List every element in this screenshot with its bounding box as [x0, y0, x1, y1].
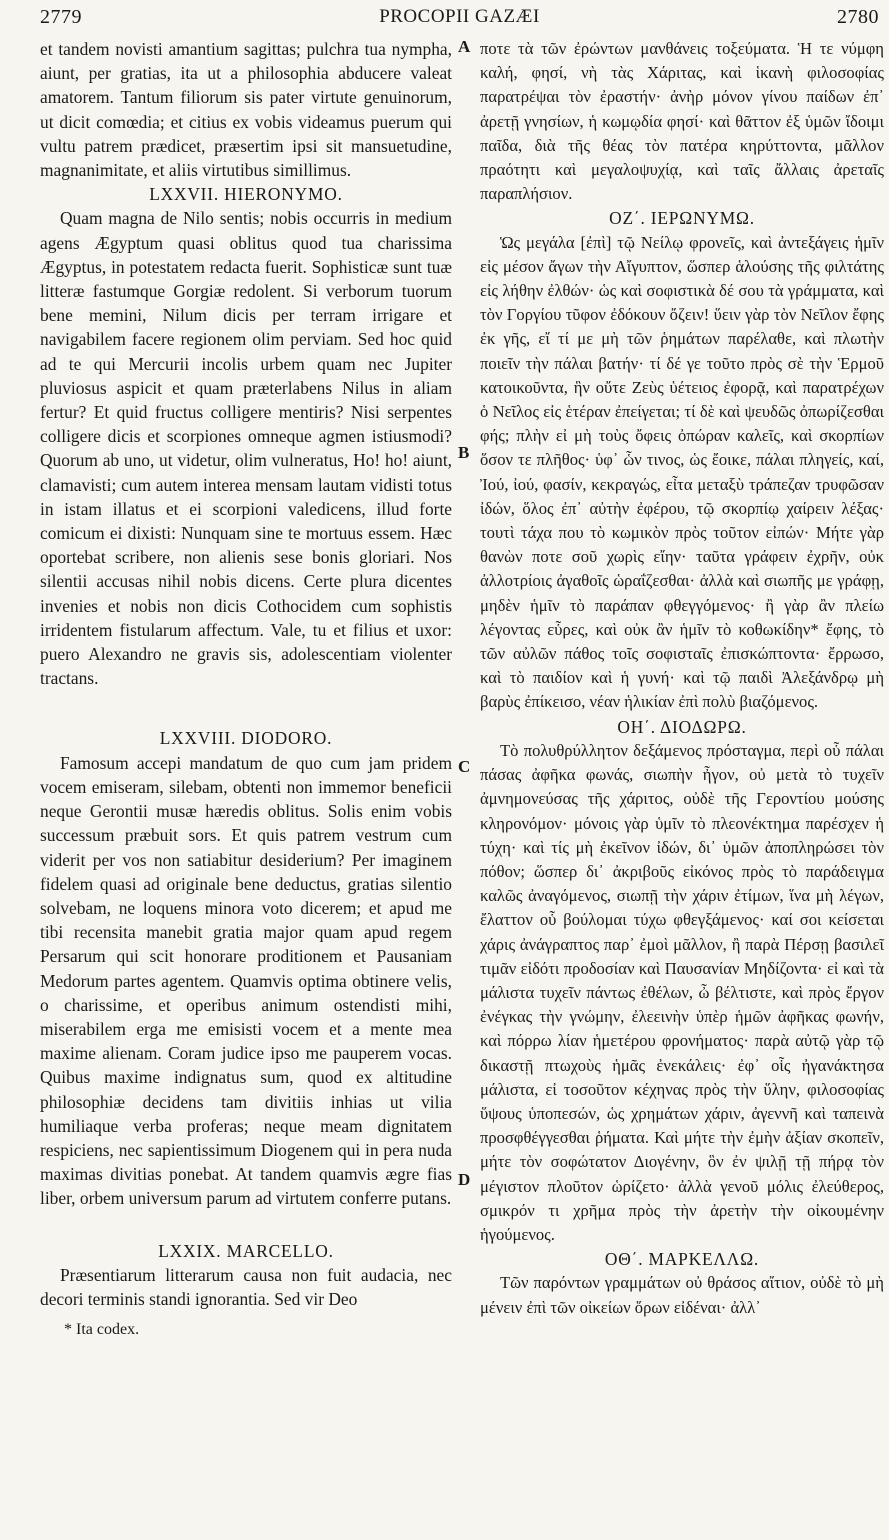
greek-column: [480, 37, 884, 1320]
latin-letter-77: Quam magna de Nilo sentis; nobis occurris in medium agens Ægyptum quasi oblitus quod tua charissima Ægyptus, in potestatem redacta fuerit. Sophisticæ sunt tuæ litteræ fastumque Gorgiæ redolent. Si verborum tuorum bene memini, Nilum dicis per terram irrigare et navigabilem facere regionem olim perviam. Sed hoc quid ad te qui Mercurii incolis urbem quam nec Jupiter pluviosus aspicit et quam præterlabens Nilus in aliam fertur? Et quid fructus colligere mentiris? Nisi serpentes colligere dicis et scorpiones omneque agmen istiusmodi? Quorum ab uno, ut videtur, olim vulneratus, Ho! ho! aiunt, clamavisti; cum autem interea mensam lautam vidisti totus in istam illatus et ei scorpioni valedicens, illud forte comicum ei dixisti: Nunquam sine te mortuus essem. Hæc oportebat scribere, non alienis sese bonis gloriari. Nos silentii accusas nihil nobis dicens. Certe plura dicentes invenies et nobis non dicis Cothocidem cum sophistis irridentem fistularum affectum. Vale, tu et filius et uxor: puero Alexandro ne gravis sis, adolescentiam violenter tractans.: [40, 208, 452, 689]
page-header: [40, 6, 879, 36]
latin-column: [40, 37, 452, 1339]
latin-heading-79: LXXIX. MARCELLO.: [158, 1240, 334, 1261]
page-number-left: 2779: [40, 6, 82, 28]
greek-letter-77: Ὡς μεγάλα [ἐπὶ] τῷ Νείλῳ φρονεῖς, καὶ ἀντεξάγεις ἡμῖν εἰς μέσον ἄγων τὴν Αἴγυπτον, ὥσπερ ἁλούσης τῆς φιλτάτης εἰς λήθην ἐλθών· ὡς καὶ σοφιστικὰ δέ σου τὰ γράμματα, καὶ τὸν Γοργίου τῦφον ἐδόκουν ὄζειν! ὕειν γὰρ τὸν Νεῖλον ἔφης ἐκ γῆς, εἴ τί με μὴ τῶν ῥημάτων παρέλαθε, καὶ πλωτὴν ποιεῖν τὴν πάλαι βατήν· τί δέ γε τοῦτο πρὸς σὲ τὴν Ἑρμοῦ κατοικοῦντα, ἣν οὔτε Ζεὺς ὑέτειος ἐφορᾷ, καὶ παρατρέχων ὁ Νεῖλος εἰς ἑτέραν ἐπείγεται; τί δὲ καὶ ψευδῶς ὀπωρίζεσθαι φής; πλὴν εἰ μὴ τοὺς ὄφεις ὀπώραν καλεῖς, καὶ σκορπίων ὅσον τε πλῆθος· ὑφ᾽ ὧν τινος, ὡς ἔοικε, πάλαι πληγείς, καί, Ἰού, ἰού, φασίν, κεκραγώς, εἶτα μεταξὺ τράπεζαν τρυφῶσαν ἰδών, ὅλος ἐπ᾽ αὐτὴν ἐφέρου, τῷ σκορπίῳ χαίρειν λέξας· τουτὶ τάχα που τὸ κωμικὸν πρὸς τοῦτον εἰπών· Μήτε γὰρ θανὼν ποτε σοῦ χωρὶς εἴην· ταῦτα γράφειν ἐχρῆν, οὐκ ἀλλοτρίοις ἀγαθοῖς ὡραΐζεσθαι· ἀλλὰ καὶ σιωπῆς με γράφῃ, μηδὲν ἡμῖν τὸ παράπαν φθεγγόμενος· ἢ γὰρ ἂν πλείω λέγοντας εὗρες, καὶ οὐκ ἂν ἡμῖν τὸ κοθωκίδην* ἔφης, τὸ τῶν αὐλῶν πάθος τοῖς σοφισταῖς ἐπισκώπτοντα· ἔρρωσο, καὶ τὸ παιδίον καὶ ἡ γυνή· καὶ τῷ παιδὶ Ἀλεξάνδρῳ μὴ βαρὺς ἐπίκεισο, νέαν ἡλικίαν ἐπὶ πολὺ βιαζόμενος.: [480, 232, 884, 712]
greek-heading-78: ΟΗ΄. ΔΙΟΔΩΡΩ.: [617, 716, 747, 737]
footnote: * Ita codex.: [64, 1321, 140, 1339]
latin-letter-79: Præsentiarum litterarum causa non fuit audacia, nec decori terminis standi ignorantia. Sed vir Deo: [40, 1264, 452, 1309]
latin-heading-77: LXXVII. HIERONYMO.: [149, 184, 343, 205]
margin-mark-b: B: [458, 443, 470, 462]
latin-intro: et tandem novisti amantium sagittas; pulchra tua nympha, aiunt, per gratias, ita ut a philosophia abducere valeat amatorem. Tantum filiorum sis pater virtute genuinorum, ut dicit comœdia; et citius ex vobis videamus puerum qui vultu patrem prædicet, præsertim ipsi sit mansuetudine, magnanimitate, et aliis virtutibus simillimus.: [40, 39, 452, 181]
greek-heading-77: ΟΖ΄. ΙΕΡΩΝΥΜΩ.: [609, 208, 755, 229]
latin-heading-78: LXXVIII. DIODORO.: [159, 728, 333, 749]
margin-mark-c: C: [458, 757, 471, 776]
greek-intro: ποτε τὰ τῶν ἐρώντων μανθάνεις τοξεύματα. Ἡ τε νύμφη καλή, φησί, νὴ τὰς Χάριτας, καὶ ἱκανὴ φιλοσοφίας παρατρέψαι τὸν ἐραστήν· ἀνὴρ μόνον γίνου παίδων ἐπ᾽ ἀρετῇ γνησίων, ἡ κωμῳδία φησί· καὶ θᾶττον ἐξ ὑμῶν ἴδοιμι παῖδα, διὰ τῆς θέας τὸν πατέρα κηρύττοντα, μᾶλλον πραότητι καὶ μεγαλοψυχίᾳ, καὶ ταῖς ἄλλαις ἀρεταῖς παραπλήσιον.: [480, 39, 884, 204]
latin-letter-78: Famosum accepi mandatum de quo cum jam pridem vocem emiseram, silebam, obtenti non immemor beneficii neque Gerontii musæ hæredis oblitus. Solis enim vobis successum præbuit sors. Et quis patrem vestrum cum viderit per vos non satiabitur desiderium? Per imaginem fidelem quasi ad originale bene deductus, gratias silentio solvebam, ne loquens minora voto dicerem; et apud me tibi recensita manebit gratia major quam apud regem Persarum qui scit honorare proditionem et Pausaniam Medorum partes agentem. Quamvis optima obtinere velis, o charissime, et operibus animum ostendisti mihi, miserabilem erga me emisisti vocem et a mente mea maxime alienam. Coram judice ipso me pauperem vocas. Quibus maxime indignatus sum, quod ex altitudine philosophiæ decidens tam divitiis inhias ut vilia humiliaque verba proferas; neque meam dignitatem respiciens, nec sapientissimum Diogenem qui in pera nuda maximas divitias ponebat. At tandem quamvis ægre fias liber, orbem universum parum ad virtutem conferre putans.: [40, 752, 452, 1209]
page-number-right: 2780: [837, 6, 879, 28]
margin-mark-d: D: [458, 1170, 471, 1189]
greek-letter-79: Τῶν παρόντων γραμμάτων οὐ θράσος αἴτιον, οὐδὲ τὸ μὴ μένειν ἐπὶ τῶν οἰκείων ὅρων εἰδέναι· ἀλλ᾽: [480, 1273, 884, 1317]
margin-mark-a: A: [458, 37, 471, 56]
greek-letter-78: Τὸ πολυθρύλλητον δεξάμενος πρόσταγμα, περὶ οὗ πάλαι πάσας ἀφῆκα φωνάς, σιωπὴν ἦγον, οὐ μετὰ τὸ τυχεῖν ἀμνημονεύσας τῆς χάριτος, οὐδὲ τῆς Γεροντίου μούσης κληρονόμον· μόνοις γὰρ ὑμῖν τὸ πλεονέκτημα παρέσχεν ἡ τύχη· καὶ τίς μὴ ἐκεῖνον ἰδών, δι᾽ ὑμῶν ἀποπληρώσει τὸν πόθον; ὥσπερ δι᾽ ἀκριβοῦς εἰκόνος πρὸς τὸ παράδειγμα καλῶς ἀναγόμενος, σιωπῇ τὴν χάριν ἐτίμων, ἵνα μὴ λέγων, ἔλαττον οὗ βούλομαι τύχω φθεγξάμενος· καί σοι κείσεται χάρις ἀνάγραπτος παρ᾽ ἐμοὶ μᾶλλον, ἢ παρὰ Πέρσῃ βασιλεῖ τιμᾶν εἰδότι προδοσίαν καὶ Παυσανίαν Μηδίζοντα· εἰ καὶ τὰ μάλιστα τυχεῖν πάντως ἐθέλων, ὦ βέλτιστε, καὶ πρὸς ἔργον ἐνέγκας τὴν γνώμην, ἐλεεινὴν ὑπὲρ ἡμῶν ἀφῆκας φωνήν, καὶ πόρρω λίαν ἡμετέρου φρονήματος· παρὰ αὐτῷ γὰρ τῷ δικαστῇ πτωχοὺς ἡμᾶς ἐνεκάλεις· ἐφ᾽ οἷς ἠγανάκτησα μάλιστα, εἰ τοσοῦτον κέχηνας πρὸς τὴν ὕλην, φιλοσοφίας ὕψους ὑποπεσών, ὡς χρημάτων χάριν, ἀγεννῆ καὶ ταπεινὰ προσφθέγγεσθαι ῥήματα. Καὶ μήτε τὴν ἐμὴν ἀξίαν σκοπεῖν, μήτε τὸν σοφώτατον Διογένην, ὃν ἐν ψιλῇ τῇ πήρᾳ τὸν μέγιστον πλοῦτον ὡρίζετο· ἀλλὰ γενοῦ μόλις ἐλεύθερος, σμικρόν τι χρῆμα πρὸς τὴν ἀρετὴν τὴν οἰκουμένην ἡγούμενος.: [480, 740, 884, 1244]
running-title: PROCOPII GAZÆI: [379, 6, 540, 27]
greek-heading-79: ΟΘ΄. ΜΑΡΚΕΛΛΩ.: [604, 1249, 760, 1270]
